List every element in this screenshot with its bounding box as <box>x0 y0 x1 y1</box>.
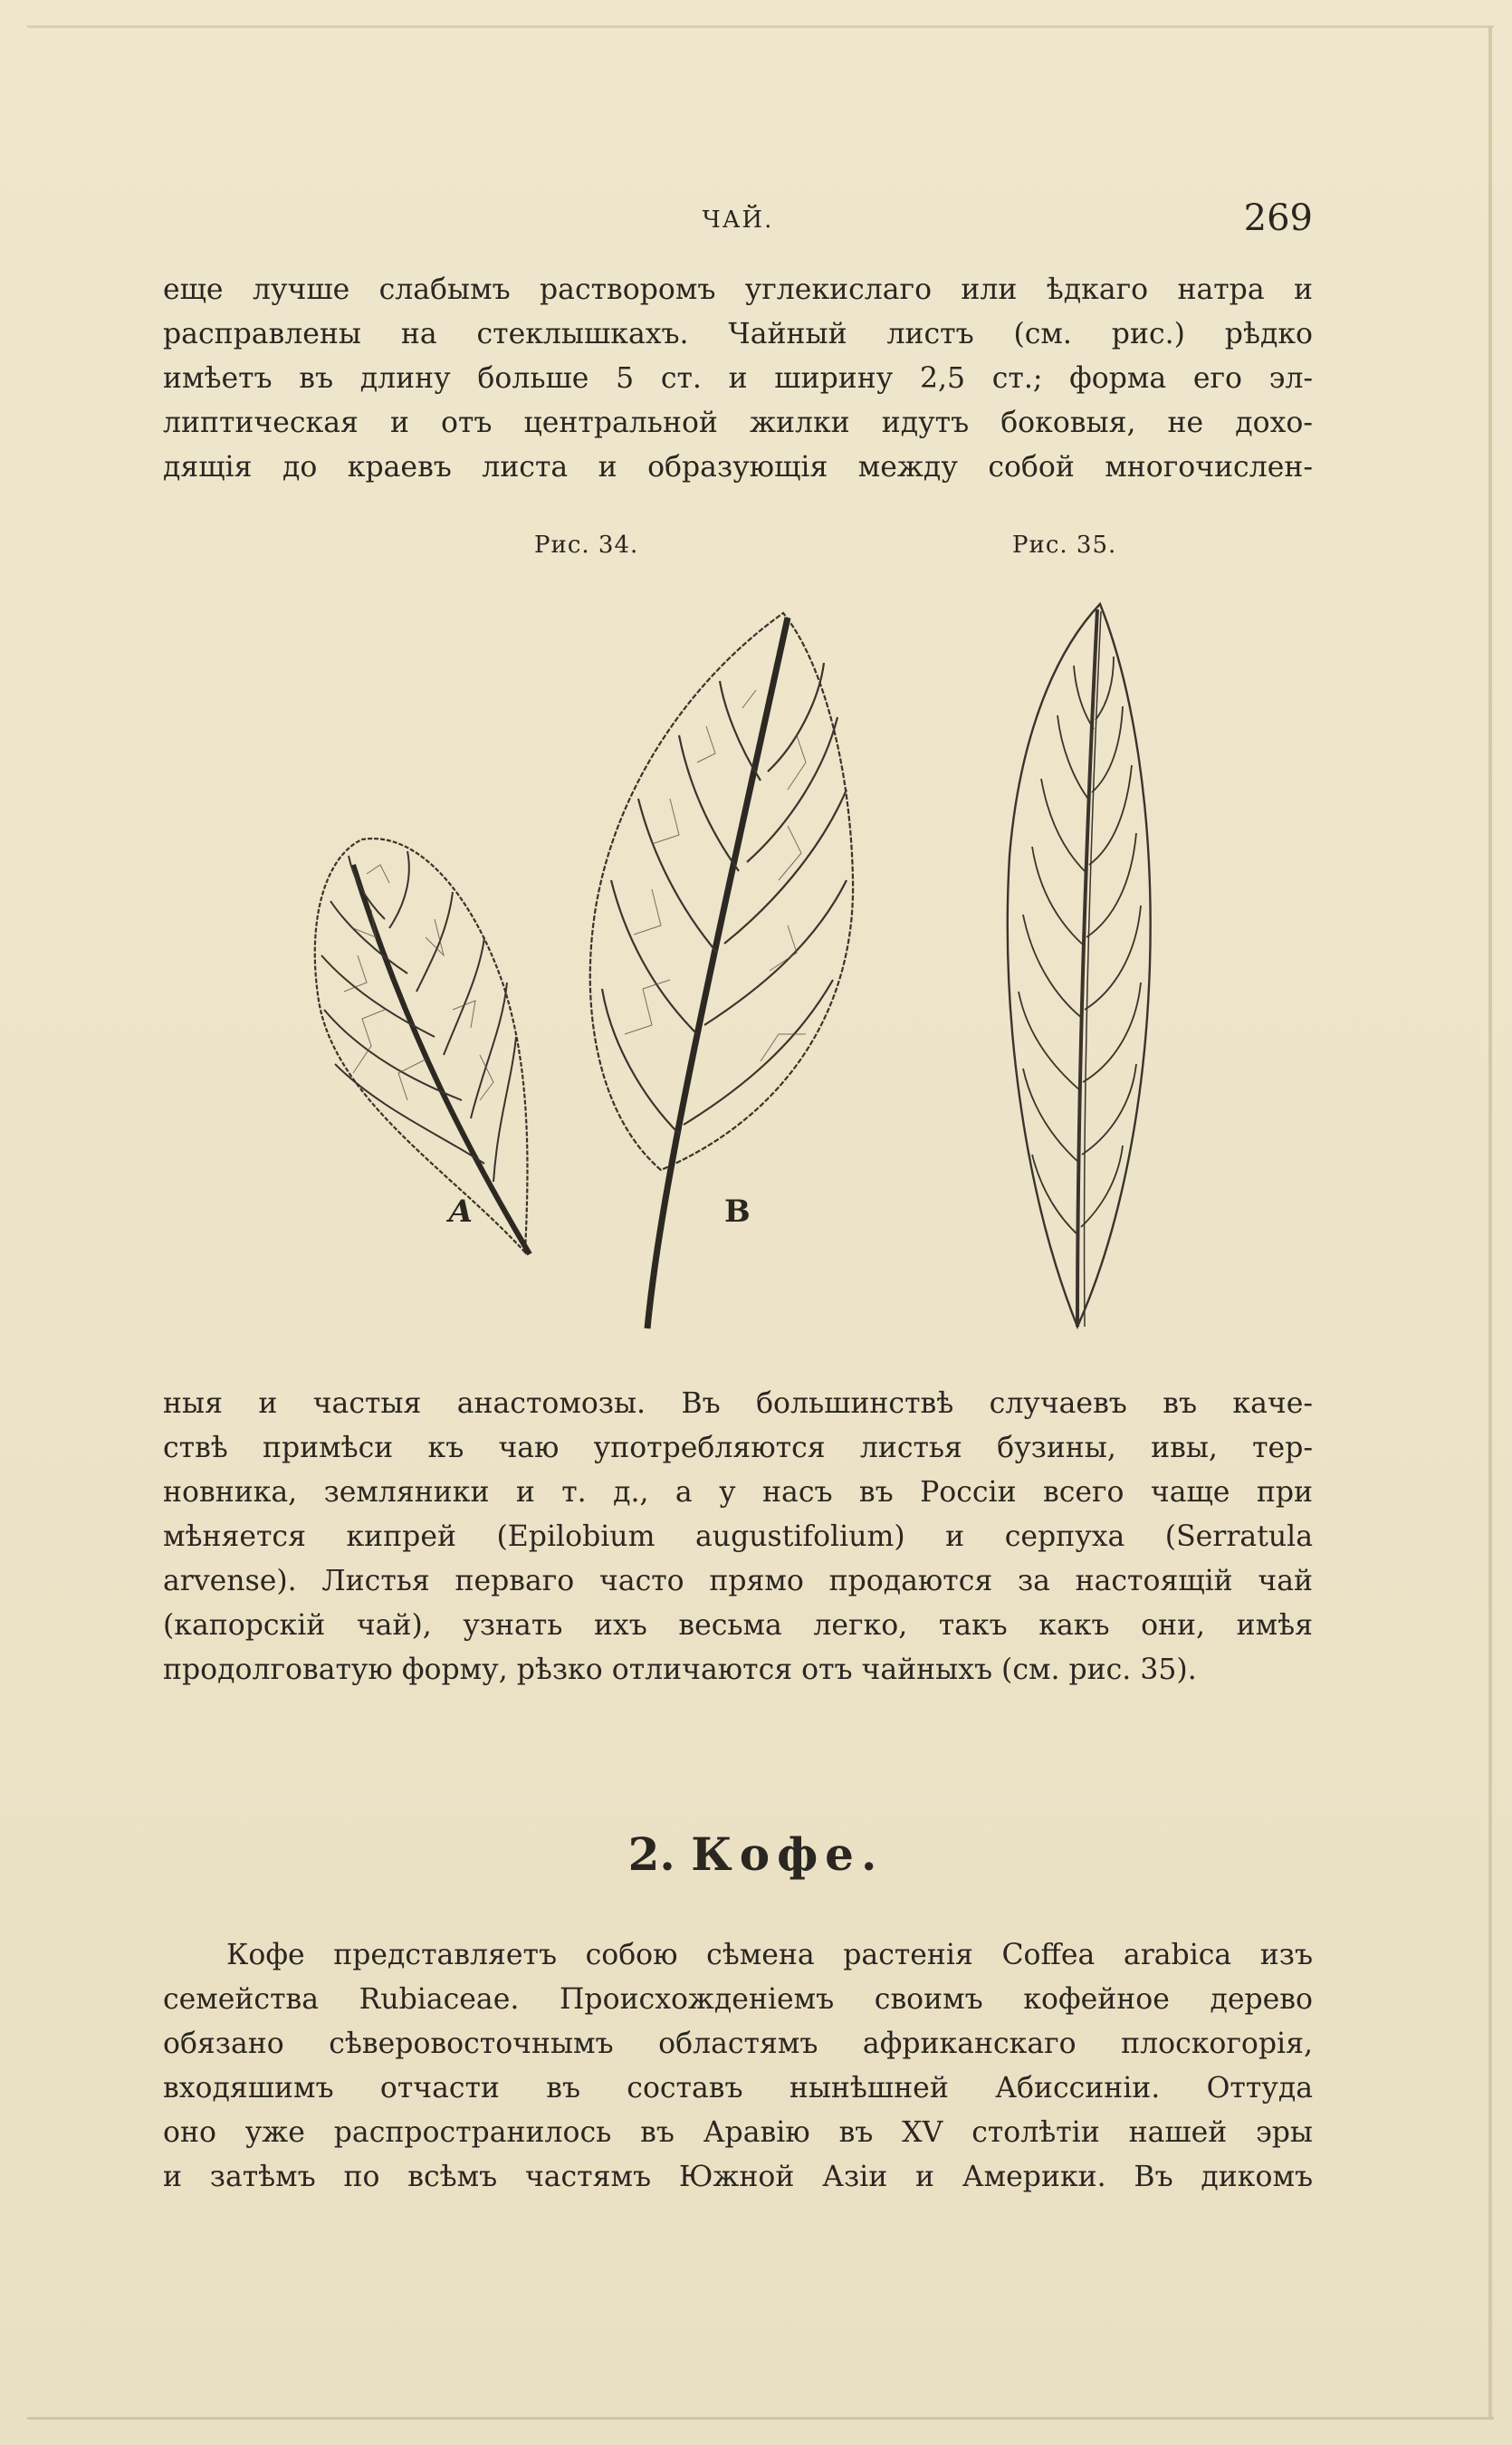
page-number: 269 <box>1243 197 1313 239</box>
page-edge-right <box>1488 27 1492 2418</box>
text-line: arvense). Листья перваго часто прямо продаются за настоящій чай <box>163 1565 1313 1597</box>
leaf-a-illustration <box>299 829 552 1263</box>
text-line: оно уже распространилось въ Аравію въ XV столѣтіи нашей эры <box>163 2116 1313 2149</box>
text-line: (капорскій чай), узнать ихъ весьма легко, такъ какъ они, имѣя <box>163 1609 1313 1642</box>
text-line: имѣетъ въ длину больше 5 ст. и ширину 2,5 ст.; форма его эл- <box>163 362 1313 395</box>
leaf-fig35-illustration <box>987 602 1168 1331</box>
running-head-title: ЧАЙ. <box>702 206 774 234</box>
page-edge-top <box>27 25 1494 28</box>
text-line: липтическая и отъ центральной жилки идутъ боковыя, не дохо- <box>163 407 1313 439</box>
text-line: Кофе представляетъ собою сѣмена растенія Coffea arabica изъ <box>226 1939 1313 1971</box>
section-heading <box>0 1827 1512 1881</box>
text-line: еще лучше слабымъ растворомъ углекислаго или ѣдкаго натра и <box>163 273 1313 306</box>
leaf-b-label: В <box>724 1194 751 1230</box>
page-edge-bottom <box>27 2417 1494 2420</box>
text-line: и затѣмъ по всѣмъ частямъ Южной Азіи и Америки. Въ дикомъ <box>163 2161 1313 2193</box>
paragraph-2 <box>163 1382 1313 1692</box>
figure-34-caption: Рис. 34. <box>534 532 639 559</box>
text-line: расправлены на стеклышкахъ. Чайный листъ (см. рис.) рѣдко <box>163 318 1313 350</box>
leaf-b-illustration <box>561 609 869 1333</box>
figure-35-caption: Рис. 35. <box>1012 532 1117 559</box>
running-head <box>163 197 1313 243</box>
text-line: дящія до краевъ листа и образующія между собой многочислен- <box>163 451 1313 484</box>
leaf-a-label: А <box>448 1194 474 1230</box>
text-line: новника, земляники и т. д., а у насъ въ Россіи всего чаще при <box>163 1476 1313 1509</box>
section-number: 2. <box>627 1827 675 1881</box>
paragraph-1 <box>163 268 1313 490</box>
text-line: обязано сѣверовосточнымъ областямъ африканскаго плоскогорія, <box>163 2028 1313 2060</box>
paragraph-3 <box>163 1933 1313 2200</box>
text-line: продолговатую форму, рѣзко отличаются отъ чайныхъ (см. рис. 35). <box>163 1654 1197 1686</box>
text-line: ныя и частыя анастомозы. Въ большинствѣ случаевъ въ каче- <box>163 1387 1313 1420</box>
text-line: мѣняется кипрей (Epilobium augustifolium) и серпуха (Serratula <box>163 1520 1313 1553</box>
text-line: семейства Rubiaceae. Происхожденіемъ своимъ кофейное дерево <box>163 1983 1313 2016</box>
text-line: входяшимъ отчасти въ составъ нынѣшней Абиссиніи. Оттуда <box>163 2072 1313 2105</box>
section-title: Кофе. <box>691 1827 885 1881</box>
text-line: ствѣ примѣси къ чаю употребляются листья бузины, ивы, тер- <box>163 1432 1313 1464</box>
